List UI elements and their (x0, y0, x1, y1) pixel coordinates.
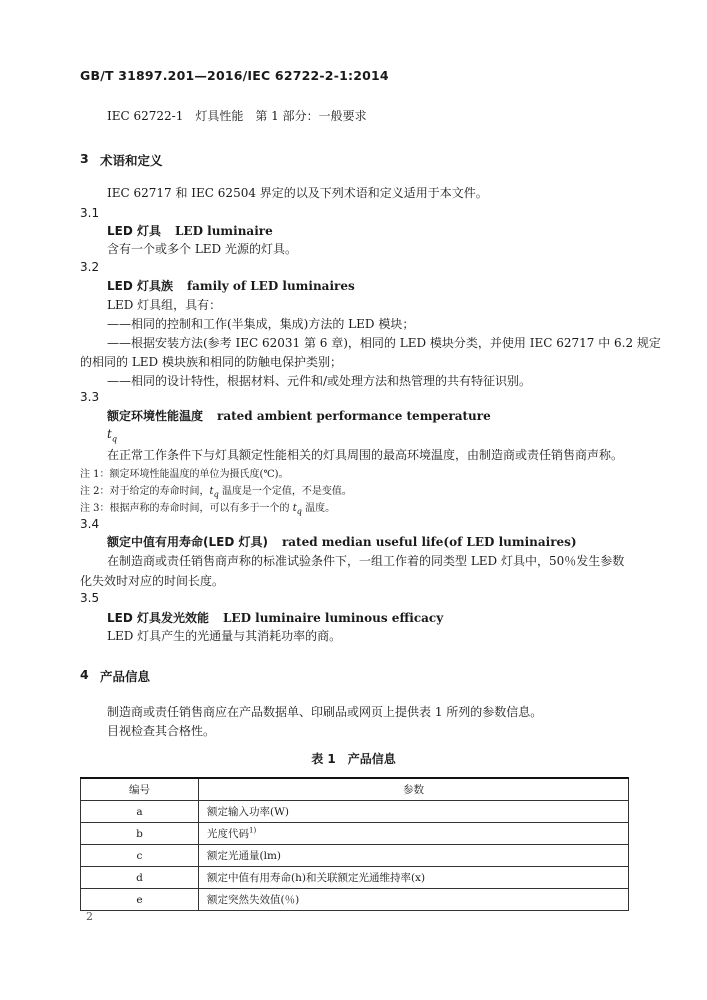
table-row (81, 889, 629, 911)
symbol-letter: t (209, 486, 214, 497)
note-2-part-b: 温度是一个定值，不是变值。 (221, 486, 352, 497)
term-en: LED luminaire luminous efficacy (222, 611, 444, 625)
page-number: 2 (86, 910, 93, 923)
section-3-number: 3 (80, 151, 89, 166)
symbol-subscript: q (111, 434, 117, 444)
term-number: 3.2 (80, 260, 100, 274)
term-en: family of LED luminaires (186, 279, 355, 293)
note-2-part-a: 注 2：对于给定的寿命时间， (80, 486, 210, 497)
table-row (81, 845, 629, 867)
row-param: 额定输入功率(W) (199, 801, 629, 823)
term-number: 3.4 (80, 517, 100, 531)
row-param-cell (199, 823, 629, 845)
table-header-row (81, 778, 629, 801)
section-4-paragraph: 目视检查其合格性。 (107, 724, 216, 738)
term-definition-line-1: 在制造商或责任销售商声称的标准试验条件下，一组工作着的同类型 LED 灯具中，50％发生参数 (107, 554, 625, 568)
term-definition-line-2: 化失效时对应的时间长度。 (80, 574, 225, 588)
term-definition: 在正常工作条件下与灯具额定性能相关的灯具周围的最高环境温度，由制造商或责任销售商声称。 (107, 448, 624, 462)
term-definition: LED 灯具组，具有： (107, 298, 222, 312)
table-row (81, 867, 629, 889)
term-definition: LED 灯具产生的光通量与其消耗功率的商。 (107, 629, 342, 643)
row-id: d (81, 867, 199, 889)
row-param: 额定突然失效值(％) (199, 889, 629, 911)
row-id: b (81, 823, 199, 845)
product-info-table (80, 777, 629, 911)
normative-reference: IEC 62722-1 灯具性能 第 1 部分：一般要求 (107, 109, 367, 123)
term-definition: 含有一个或多个 LED 光源的灯具。 (107, 242, 297, 256)
note-2 (80, 482, 352, 499)
section-4-paragraph: 制造商或责任销售商应在产品数据单、印刷品或网页上提供表 1 所列的参数信息。 (107, 705, 543, 719)
term-symbol (107, 427, 117, 443)
note-1: 注 1：额定环境性能温度的单位为摄氏度(℃)。 (80, 469, 289, 480)
section-4-number: 4 (80, 667, 89, 682)
row-id: e (81, 889, 199, 911)
section-3-intro: IEC 62717 和 IEC 62504 界定的以及下列术语和定义适用于本文件。 (107, 186, 488, 200)
row-id: c (81, 845, 199, 867)
term-en: LED luminaire (174, 224, 273, 238)
row-param: 额定光通量(lm) (199, 845, 629, 867)
column-header-param: 参数 (199, 778, 629, 801)
term-zh: 额定中值有用寿命(LED 灯具) (107, 535, 268, 549)
term-zh: 额定环境性能温度 (107, 409, 204, 423)
term-zh: LED 灯具 (107, 224, 161, 238)
term-title (107, 533, 577, 550)
term-zh: LED 灯具族 (107, 279, 173, 293)
column-header-id: 编号 (81, 778, 199, 801)
symbol-subscript: q (296, 507, 302, 516)
term-zh: LED 灯具发光效能 (107, 611, 209, 625)
list-item: ——相同的设计特性，根据材料、元件和/或处理方法和热管理的共有特征识别。 (107, 374, 532, 388)
term-en: rated ambient performance temperature (217, 409, 491, 423)
list-item-continued: 的相同的 LED 模块族和相同的防触电保护类别； (80, 355, 342, 369)
term-title (107, 609, 443, 626)
list-item: ——相同的控制和工作(半集成，集成)方法的 LED 模块； (107, 317, 415, 331)
term-title (107, 407, 491, 424)
note-3-part-a: 注 3：根据声称的寿命时间，可以有多于一个的 (80, 503, 290, 514)
note-3-part-b: 温度。 (305, 503, 336, 514)
table-row (81, 801, 629, 823)
symbol-subscript: q (213, 490, 219, 499)
term-title (107, 277, 355, 294)
footnote-marker: 1) (249, 826, 257, 835)
table-row (81, 823, 629, 845)
section-3-title: 术语和定义 (100, 153, 163, 168)
term-title (107, 222, 273, 239)
row-id: a (81, 801, 199, 823)
section-4-title: 产品信息 (100, 669, 151, 684)
term-number: 3.1 (80, 206, 100, 220)
term-en: rated median useful life(of LED luminaires) (281, 535, 577, 549)
symbol-letter: t (107, 427, 112, 441)
term-number: 3.3 (80, 390, 100, 404)
row-param: 光度代码 (207, 828, 249, 840)
row-param: 额定中值有用寿命(h)和关联额定光通维持率(x) (199, 867, 629, 889)
table-caption: 表 1 产品信息 (311, 752, 396, 766)
standard-header: GB/T 31897.201—2016/IEC 62722-2-1:2014 (80, 68, 389, 83)
symbol-letter: t (292, 503, 297, 514)
term-number: 3.5 (80, 591, 100, 605)
note-3 (80, 499, 335, 516)
list-item: ——根据安装方法(参考 IEC 62031 第 6 章)，相同的 LED 模块分类，并使用 IEC 62717 中 6.2 规定 (107, 336, 661, 350)
